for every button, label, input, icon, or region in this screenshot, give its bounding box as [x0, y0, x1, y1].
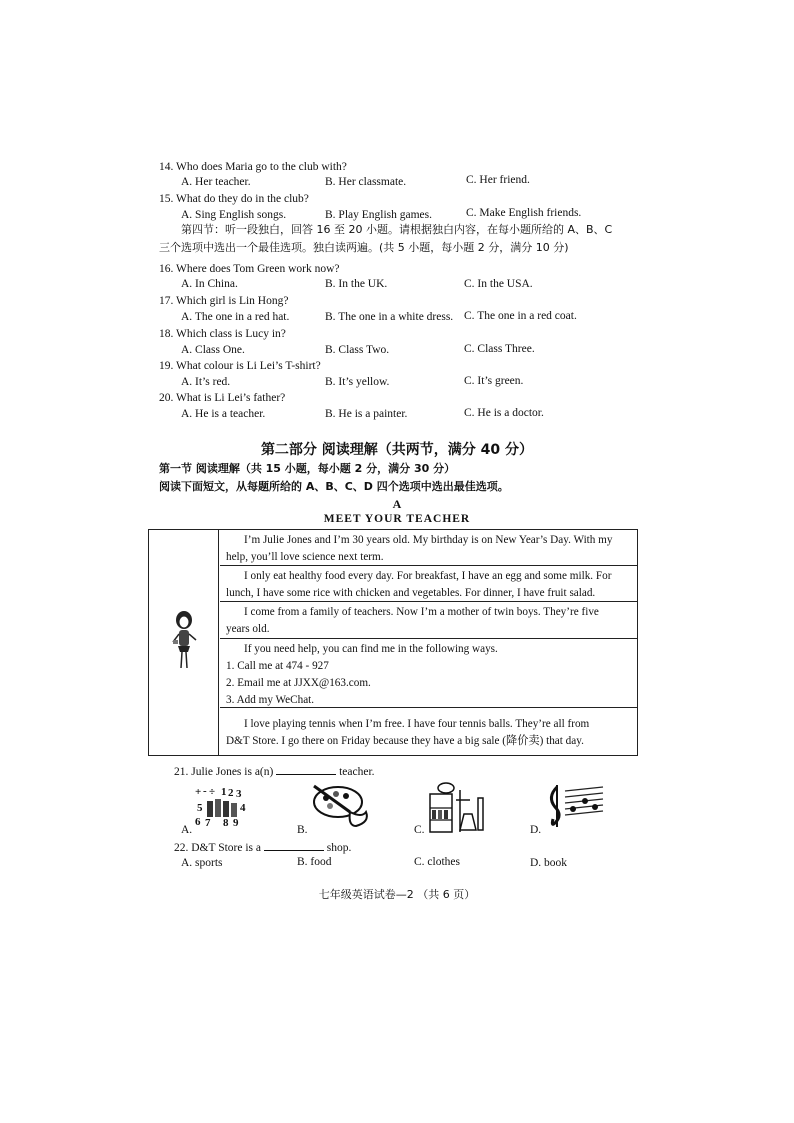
row5-line2: D&T Store. I go there on Friday because they have a big sale (降价卖) that day.	[226, 735, 584, 747]
q22-prefix: 22. D&T Store is a	[174, 842, 261, 854]
q22-option-c: C. clothes	[414, 856, 460, 868]
svg-text:+: +	[195, 786, 202, 798]
q21-option-b: B.	[297, 824, 308, 836]
svg-text:1: 1	[221, 786, 227, 798]
svg-text:8: 8	[223, 817, 229, 829]
svg-text:9: 9	[233, 817, 239, 829]
paint-palette-icon	[310, 782, 374, 830]
q21-blank	[276, 764, 336, 775]
q16-option-c: C. In the USA.	[464, 278, 533, 290]
part-two-title: 第二部分 阅读理解（共两节，满分 40 分）	[260, 442, 534, 458]
q17-option-a: A. The one in a red hat.	[181, 311, 290, 323]
passage-row-1	[220, 530, 637, 566]
svg-text:4: 4	[240, 802, 246, 814]
row4-line3: 2. Email me at JJXX@163.com.	[226, 677, 371, 689]
question-17: 17. Which girl is Lin Hong?	[159, 295, 289, 307]
teacher-figure-icon	[169, 610, 199, 672]
row4-line1: If you need help, you can find me in the following ways.	[244, 643, 498, 655]
q22-option-a: A. sports	[181, 857, 223, 869]
svg-text:5: 5	[197, 802, 203, 814]
q17-option-c: C. The one in a red coat.	[464, 310, 577, 322]
math-symbols-icon	[193, 785, 251, 829]
q19-option-b: B. It’s yellow.	[325, 376, 390, 388]
q18-option-a: A. Class One.	[181, 344, 245, 356]
q22-suffix: shop.	[326, 842, 352, 854]
section1-heading: 第一节 阅读理解（共 15 小题，每小题 2 分，满分 30 分）	[159, 462, 456, 475]
passage-row-4	[220, 639, 637, 708]
row3-line1: I come from a family of teachers. Now I’m a mother of twin boys. They’re five	[244, 606, 599, 618]
question-16: 16. Where does Tom Green work now?	[159, 263, 340, 275]
passage-row-2	[220, 566, 637, 602]
q14-option-a: A. Her teacher.	[181, 176, 251, 188]
q16-option-a: A. In China.	[181, 278, 238, 290]
q21-suffix: teacher.	[339, 766, 375, 778]
science-lab-icon	[428, 780, 488, 834]
row2-line2: lunch, I have some rice with chicken and vegetables. For dinner, I have fruit salad.	[226, 587, 596, 599]
q19-option-a: A. It’s red.	[181, 376, 231, 388]
question-15: 15. What do they do in the club?	[159, 193, 309, 205]
page-footer: 七年级英语试卷—2 （共 6 页）	[318, 888, 476, 901]
row1-line1: I’m Julie Jones and I’m 30 years old. My birthday is on New Year’s Day. With my	[244, 534, 613, 546]
teacher-image-cell	[149, 530, 219, 755]
row4-line2: 1. Call me at 474 - 927	[226, 660, 329, 672]
passage-table	[148, 529, 638, 756]
row5-line1: I love playing tennis when I’m free. I have four tennis balls. They’re all from	[244, 718, 590, 730]
q18-option-b: B. Class Two.	[325, 344, 390, 356]
question-20: 20. What is Li Lei’s father?	[159, 392, 286, 404]
passage-title: MEET YOUR TEACHER	[323, 513, 471, 525]
q22-blank	[264, 840, 324, 851]
q18-option-c: C. Class Three.	[464, 343, 535, 355]
reading-instruction: 阅读下面短文，从每题所给的 A、B、C、D 四个选项中选出最佳选项。	[159, 480, 509, 493]
passage-row-5	[220, 708, 637, 755]
q17-option-b: B. The one in a white dress.	[325, 311, 454, 323]
q15-option-c: C. Make English friends.	[466, 207, 582, 219]
question-18: 18. Which class is Lucy in?	[159, 328, 286, 340]
row3-line2: years old.	[226, 623, 270, 635]
q15-option-b: B. Play English games.	[325, 209, 433, 221]
section4-instruction-line1: 第四节：听一段独白，回答 16 至 20 小题。请根据独白内容，在每小题所给的 A、B、C	[181, 223, 613, 236]
svg-text:÷: ÷	[209, 786, 216, 798]
row1-line2: help, you’ll love science next term.	[226, 551, 384, 563]
passage-row-3	[220, 602, 637, 639]
q14-option-c: C. Her friend.	[466, 174, 530, 186]
svg-text:7: 7	[205, 817, 211, 829]
q19-option-c: C. It’s green.	[464, 375, 524, 387]
svg-text:3: 3	[236, 788, 242, 800]
q21-option-c: C.	[414, 824, 425, 836]
question-19: 19. What colour is Li Lei’s T-shirt?	[159, 360, 321, 372]
svg-text:6: 6	[195, 816, 201, 828]
row4-line4: 3. Add my WeChat.	[226, 694, 315, 706]
q15-option-a: A. Sing English songs.	[181, 209, 287, 221]
svg-text:-: -	[203, 785, 207, 797]
q22-option-b: B. food	[297, 856, 332, 868]
q20-option-a: A. He is a teacher.	[181, 408, 266, 420]
question-14: 14. Who does Maria go to the club with?	[159, 161, 347, 173]
q21-option-d: D.	[530, 824, 542, 836]
svg-text:2: 2	[228, 787, 234, 799]
question-21	[174, 764, 375, 779]
section4-instruction-line2: 三个选项中选出一个最佳选项。独白读两遍。(共 5 小题，每小题 2 分，满分 10 分)	[159, 241, 569, 254]
q16-option-b: B. In the UK.	[325, 278, 388, 290]
q20-option-b: B. He is a painter.	[325, 408, 408, 420]
q21-option-a: A.	[181, 824, 193, 836]
q14-option-b: B. Her classmate.	[325, 176, 407, 188]
q22-option-d: D. book	[530, 857, 568, 869]
question-22	[174, 840, 351, 855]
music-notes-icon	[543, 781, 605, 829]
q21-prefix: 21. Julie Jones is a(n)	[174, 766, 274, 778]
row2-line1: I only eat healthy food every day. For breakfast, I have an egg and some milk. For	[244, 570, 612, 582]
passage-letter: A	[392, 497, 402, 511]
q20-option-c: C. He is a doctor.	[464, 407, 544, 419]
